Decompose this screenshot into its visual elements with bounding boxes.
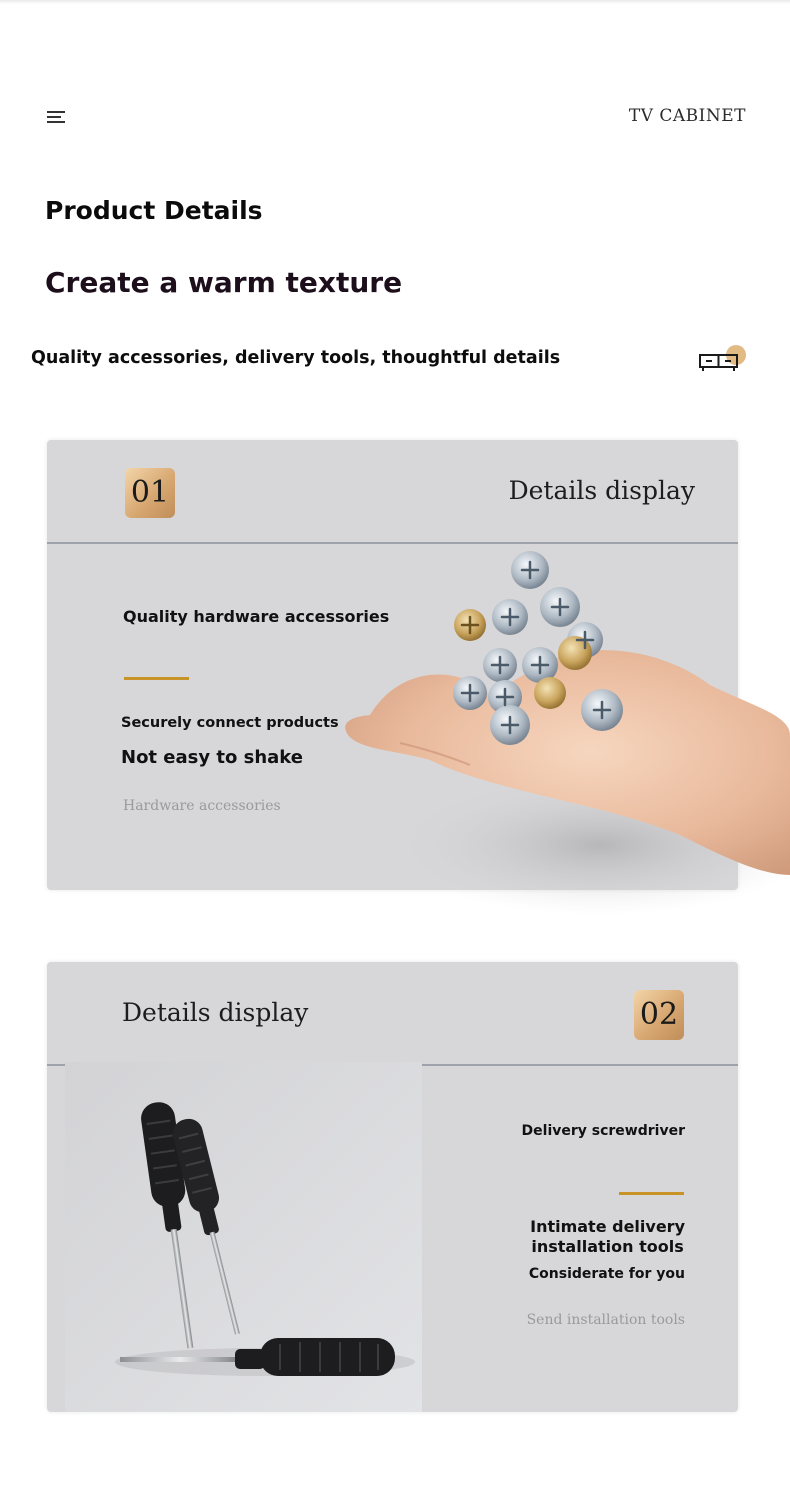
- card1-heading: Details display: [508, 476, 695, 505]
- card1-line1: Securely connect products: [121, 715, 339, 731]
- card1-caption: Hardware accessories: [123, 798, 281, 814]
- tagline: Quality accessories, delivery tools, thoughtful details: [31, 348, 561, 368]
- page-subtitle: Create a warm texture: [45, 266, 403, 299]
- number-badge-1: 01: [125, 468, 175, 518]
- card2-line1b: installation tools: [531, 1237, 684, 1256]
- card2-title: Delivery screwdriver: [521, 1123, 685, 1139]
- card2-caption: Send installation tools: [526, 1312, 685, 1328]
- card1-divider: [47, 542, 738, 544]
- hand-holding-screws-image: [340, 545, 790, 935]
- menu-icon[interactable]: [47, 111, 65, 123]
- screwdrivers-image: [65, 1062, 422, 1412]
- page-title: Product Details: [45, 196, 263, 225]
- top-divider: [0, 0, 790, 4]
- card2-line1: [530, 1217, 685, 1257]
- card2-line1a: Intimate delivery: [530, 1217, 685, 1236]
- tv-cabinet-icon: [697, 342, 749, 376]
- card2-heading: Details display: [122, 998, 309, 1027]
- card1-accent-line: [124, 677, 189, 680]
- number-badge-2: 02: [634, 990, 684, 1040]
- card2-line2: Considerate for you: [528, 1266, 685, 1282]
- card1-title: Quality hardware accessories: [123, 607, 390, 626]
- card1-line2: Not easy to shake: [121, 747, 303, 768]
- brand-label: TV CABINET: [628, 106, 746, 126]
- card2-accent-line: [619, 1192, 684, 1195]
